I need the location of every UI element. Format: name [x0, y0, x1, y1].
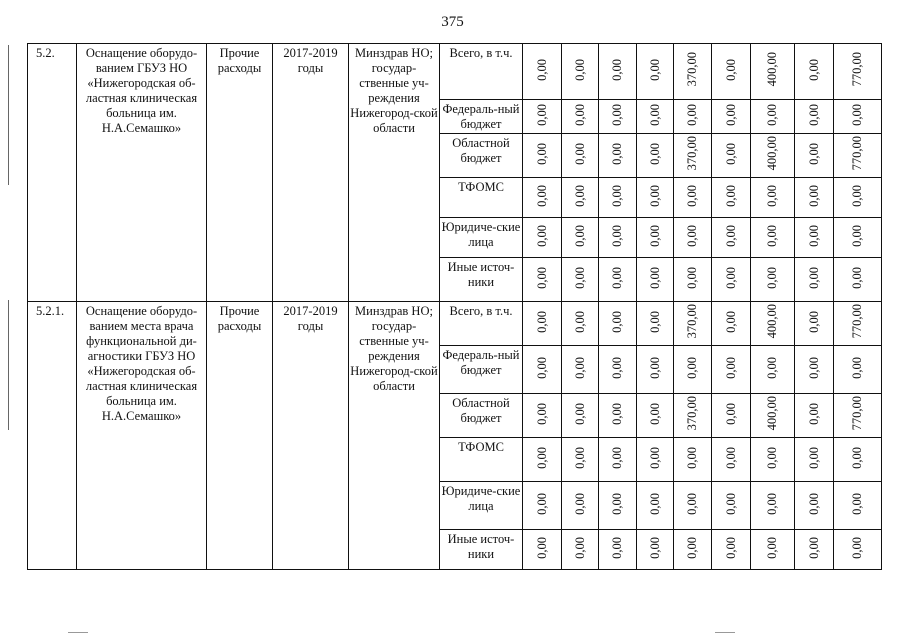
amount-cell — [712, 178, 751, 218]
amount-cell — [795, 100, 834, 134]
amount-cell — [637, 530, 674, 570]
amount-value: 0,00 — [806, 402, 821, 425]
amount-value: 0,00 — [685, 103, 699, 126]
amount-cell — [637, 178, 674, 218]
amount-cell — [834, 178, 882, 218]
funding-source: ТФОМС — [440, 438, 523, 482]
amount-cell — [712, 394, 751, 438]
amount-value: 0,00 — [806, 224, 821, 247]
amount-value: 0,00 — [534, 492, 549, 515]
amount-cell — [795, 178, 834, 218]
amount-value: 0,00 — [610, 142, 624, 165]
amount-value: 0,00 — [723, 58, 738, 81]
amount-value: 0,00 — [647, 103, 662, 126]
amount-value: 0,00 — [572, 224, 587, 247]
funding-source: Областной бюджет — [440, 394, 523, 438]
amount-cell — [523, 134, 562, 178]
executor: Минздрав НО; государ-ственные уч-реждения Нижегород-ской области — [349, 302, 440, 570]
amount-cell — [523, 44, 562, 100]
page-number: 375 — [441, 14, 464, 30]
amount-cell — [523, 178, 562, 218]
amount-value: 0,00 — [723, 402, 738, 425]
amount-value: 0,00 — [685, 446, 699, 469]
amount-value: 0,00 — [765, 266, 779, 289]
amount-value: 0,00 — [572, 142, 587, 165]
amount-cell — [751, 258, 795, 302]
amount-value: 0,00 — [806, 266, 821, 289]
amount-cell — [795, 258, 834, 302]
margin-mark — [8, 45, 9, 185]
amount-value: 0,00 — [806, 58, 821, 81]
amount-cell — [599, 100, 637, 134]
amount-cell — [795, 394, 834, 438]
amount-value: 0,00 — [806, 142, 821, 165]
amount-value: 0,00 — [765, 184, 779, 207]
amount-cell — [674, 346, 712, 394]
amount-value: 0,00 — [765, 356, 779, 379]
amount-cell — [599, 178, 637, 218]
amount-value: 0,00 — [572, 58, 587, 81]
amount-value: 0,00 — [806, 184, 821, 207]
amount-value: 0,00 — [610, 184, 624, 207]
measure-name: Оснащение оборудо-ванием ГБУЗ НО «Нижегородская об-ластная клиническая больница им. Н.А.Семашко» — [77, 44, 207, 302]
amount-cell — [751, 100, 795, 134]
amount-value: 0,00 — [610, 266, 624, 289]
amount-value: 0,00 — [610, 356, 624, 379]
amount-value: 0,00 — [850, 536, 864, 559]
amount-cell — [599, 530, 637, 570]
amount-cell — [712, 482, 751, 530]
amount-cell — [674, 302, 712, 346]
amount-value: 0,00 — [647, 58, 662, 81]
implementation-years: 2017-2019 годы — [273, 302, 349, 570]
amount-value: 0,00 — [765, 492, 779, 515]
funding-source: Юридиче-ские лица — [440, 218, 523, 258]
amount-value: 0,00 — [685, 266, 699, 289]
amount-value: 0,00 — [610, 103, 624, 126]
amount-value: 0,00 — [534, 58, 549, 81]
amount-value: 0,00 — [534, 446, 549, 469]
table-row — [28, 302, 882, 346]
funding-source: Федераль-ный бюджет — [440, 100, 523, 134]
implementation-years: 2017-2019 годы — [273, 44, 349, 302]
amount-cell — [562, 100, 599, 134]
amount-cell — [712, 218, 751, 258]
amount-cell — [795, 302, 834, 346]
amount-value: 0,00 — [850, 103, 864, 126]
amount-value: 0,00 — [647, 536, 662, 559]
amount-cell — [637, 44, 674, 100]
amount-value: 0,00 — [647, 356, 662, 379]
amount-cell — [674, 134, 712, 178]
amount-cell — [599, 218, 637, 258]
amount-value: 0,00 — [723, 142, 738, 165]
amount-cell — [795, 346, 834, 394]
amount-cell — [751, 44, 795, 100]
amount-cell — [834, 394, 882, 438]
amount-value: 0,00 — [723, 103, 738, 126]
amount-value: 0,00 — [806, 103, 821, 126]
amount-value: 370,00 — [685, 52, 699, 87]
amount-cell — [751, 178, 795, 218]
amount-cell — [562, 178, 599, 218]
amount-value: 770,00 — [850, 396, 864, 431]
amount-value: 0,00 — [850, 356, 864, 379]
amount-cell — [712, 302, 751, 346]
amount-value: 0,00 — [534, 402, 549, 425]
amount-cell — [599, 438, 637, 482]
amount-cell — [795, 438, 834, 482]
measure-number: 5.2. — [28, 44, 77, 302]
amount-value: 0,00 — [685, 536, 699, 559]
amount-value: 0,00 — [765, 446, 779, 469]
executor: Минздрав НО; государ-ственные уч-реждения Нижегород-ской области — [349, 44, 440, 302]
amount-value: 0,00 — [572, 536, 587, 559]
amount-value: 0,00 — [572, 402, 587, 425]
amount-value: 0,00 — [534, 266, 549, 289]
amount-value: 0,00 — [765, 536, 779, 559]
funding-source: Юридиче-ские лица — [440, 482, 523, 530]
amount-cell — [712, 44, 751, 100]
amount-cell — [712, 346, 751, 394]
amount-value: 0,00 — [647, 184, 662, 207]
amount-value: 0,00 — [806, 446, 821, 469]
amount-value: 0,00 — [647, 142, 662, 165]
amount-cell — [562, 218, 599, 258]
amount-cell — [751, 346, 795, 394]
amount-cell — [712, 438, 751, 482]
amount-cell — [523, 394, 562, 438]
amount-value: 0,00 — [806, 356, 821, 379]
amount-value: 400,00 — [765, 136, 779, 171]
amount-value: 0,00 — [723, 224, 738, 247]
measure-name: Оснащение оборудо-ванием места врача функциональной ди-агностики ГБУЗ НО «Нижегородская об-ластная клиническая больница им. Н.А.Семашко» — [77, 302, 207, 570]
amount-value: 0,00 — [685, 492, 699, 515]
amount-value: 0,00 — [610, 402, 624, 425]
measure-number: 5.2.1. — [28, 302, 77, 570]
expense-type: Прочие расходы — [207, 302, 273, 570]
amount-value: 0,00 — [534, 142, 549, 165]
amount-cell — [637, 218, 674, 258]
amount-cell — [674, 530, 712, 570]
amount-value: 0,00 — [850, 184, 864, 207]
amount-cell — [795, 218, 834, 258]
amount-cell — [523, 530, 562, 570]
amount-cell — [834, 218, 882, 258]
amount-cell — [712, 134, 751, 178]
amount-cell — [599, 346, 637, 394]
amount-cell — [712, 258, 751, 302]
amount-value: 770,00 — [850, 136, 864, 171]
amount-cell — [795, 530, 834, 570]
amount-cell — [834, 44, 882, 100]
amount-cell — [523, 302, 562, 346]
amount-cell — [674, 44, 712, 100]
funding-source: Всего, в т.ч. — [440, 302, 523, 346]
amount-value: 0,00 — [685, 224, 699, 247]
amount-cell — [637, 100, 674, 134]
funding-source: ТФОМС — [440, 178, 523, 218]
bottom-rule — [68, 632, 88, 633]
amount-cell — [562, 44, 599, 100]
amount-cell — [834, 100, 882, 134]
amount-value: 0,00 — [850, 266, 864, 289]
amount-cell — [562, 302, 599, 346]
funding-source: Областной бюджет — [440, 134, 523, 178]
amount-cell — [637, 394, 674, 438]
amount-value: 370,00 — [685, 304, 699, 339]
amount-cell — [751, 482, 795, 530]
amount-cell — [674, 258, 712, 302]
amount-cell — [751, 394, 795, 438]
amount-value: 0,00 — [572, 266, 587, 289]
amount-value: 0,00 — [806, 536, 821, 559]
amount-value: 0,00 — [647, 310, 662, 333]
amount-value: 0,00 — [610, 492, 624, 515]
funding-source: Иные источ-ники — [440, 530, 523, 570]
funding-source: Всего, в т.ч. — [440, 44, 523, 100]
amount-cell — [834, 258, 882, 302]
amount-value: 0,00 — [647, 224, 662, 247]
amount-cell — [599, 44, 637, 100]
amount-value: 0,00 — [723, 446, 738, 469]
amount-value: 0,00 — [723, 310, 738, 333]
amount-cell — [562, 482, 599, 530]
amount-value: 0,00 — [610, 58, 624, 81]
amount-value: 0,00 — [534, 224, 549, 247]
amount-cell — [751, 438, 795, 482]
amount-value: 400,00 — [765, 396, 779, 431]
amount-value: 0,00 — [572, 184, 587, 207]
amount-cell — [523, 258, 562, 302]
amount-cell — [637, 482, 674, 530]
amount-value: 0,00 — [647, 446, 662, 469]
amount-cell — [523, 218, 562, 258]
amount-cell — [637, 346, 674, 394]
amount-value: 370,00 — [685, 136, 699, 171]
amount-cell — [834, 346, 882, 394]
amount-cell — [674, 100, 712, 134]
amount-cell — [712, 100, 751, 134]
amount-value: 0,00 — [572, 103, 587, 126]
amount-cell — [523, 482, 562, 530]
amount-value: 0,00 — [610, 536, 624, 559]
amount-value: 0,00 — [850, 492, 864, 515]
amount-cell — [599, 134, 637, 178]
table-body — [28, 44, 882, 570]
funding-source: Федераль-ный бюджет — [440, 346, 523, 394]
amount-value: 0,00 — [534, 310, 549, 333]
amount-value: 400,00 — [765, 52, 779, 87]
amount-cell — [637, 134, 674, 178]
amount-cell — [674, 482, 712, 530]
amount-value: 0,00 — [572, 446, 587, 469]
amount-value: 0,00 — [534, 103, 549, 126]
expense-type: Прочие расходы — [207, 44, 273, 302]
amount-cell — [599, 394, 637, 438]
amount-value: 0,00 — [610, 310, 624, 333]
amount-cell — [523, 438, 562, 482]
amount-cell — [795, 134, 834, 178]
amount-cell — [562, 394, 599, 438]
amount-value: 0,00 — [647, 402, 662, 425]
amount-value: 770,00 — [850, 304, 864, 339]
budget-table — [27, 43, 882, 570]
amount-value: 0,00 — [723, 536, 738, 559]
amount-cell — [637, 258, 674, 302]
amount-cell — [674, 438, 712, 482]
bottom-rule — [715, 632, 735, 633]
amount-value: 370,00 — [685, 396, 699, 431]
margin-mark — [8, 300, 9, 430]
amount-cell — [834, 438, 882, 482]
amount-value: 770,00 — [850, 52, 864, 87]
amount-cell — [751, 530, 795, 570]
amount-cell — [834, 530, 882, 570]
amount-value: 0,00 — [572, 310, 587, 333]
amount-cell — [599, 258, 637, 302]
amount-value: 0,00 — [765, 224, 779, 247]
funding-source: Иные источ-ники — [440, 258, 523, 302]
amount-value: 0,00 — [647, 492, 662, 515]
amount-cell — [599, 482, 637, 530]
amount-value: 0,00 — [572, 356, 587, 379]
amount-cell — [712, 530, 751, 570]
amount-value: 0,00 — [534, 184, 549, 207]
amount-cell — [599, 302, 637, 346]
amount-value: 0,00 — [723, 184, 738, 207]
amount-value: 0,00 — [806, 310, 821, 333]
amount-value: 0,00 — [685, 184, 699, 207]
amount-cell — [795, 482, 834, 530]
amount-cell — [562, 530, 599, 570]
amount-cell — [523, 100, 562, 134]
amount-value: 0,00 — [685, 356, 699, 379]
amount-value: 0,00 — [534, 356, 549, 379]
amount-value: 0,00 — [723, 492, 738, 515]
amount-cell — [562, 258, 599, 302]
amount-cell — [674, 394, 712, 438]
amount-cell — [562, 438, 599, 482]
amount-cell — [637, 302, 674, 346]
amount-value: 0,00 — [850, 224, 864, 247]
amount-value: 0,00 — [610, 224, 624, 247]
amount-cell — [751, 218, 795, 258]
amount-cell — [674, 218, 712, 258]
amount-value: 0,00 — [610, 446, 624, 469]
amount-cell — [523, 346, 562, 394]
amount-value: 0,00 — [723, 356, 738, 379]
amount-value: 0,00 — [765, 103, 779, 126]
amount-cell — [795, 44, 834, 100]
amount-cell — [834, 134, 882, 178]
amount-value: 0,00 — [647, 266, 662, 289]
amount-value: 0,00 — [572, 492, 587, 515]
amount-cell — [562, 346, 599, 394]
amount-cell — [834, 482, 882, 530]
amount-cell — [562, 134, 599, 178]
table-row — [28, 44, 882, 100]
amount-value: 0,00 — [534, 536, 549, 559]
amount-cell — [834, 302, 882, 346]
amount-cell — [637, 438, 674, 482]
amount-value: 0,00 — [806, 492, 821, 515]
amount-value: 400,00 — [765, 304, 779, 339]
amount-cell — [674, 178, 712, 218]
amount-value: 0,00 — [723, 266, 738, 289]
amount-cell — [751, 302, 795, 346]
amount-value: 0,00 — [850, 446, 864, 469]
amount-cell — [751, 134, 795, 178]
